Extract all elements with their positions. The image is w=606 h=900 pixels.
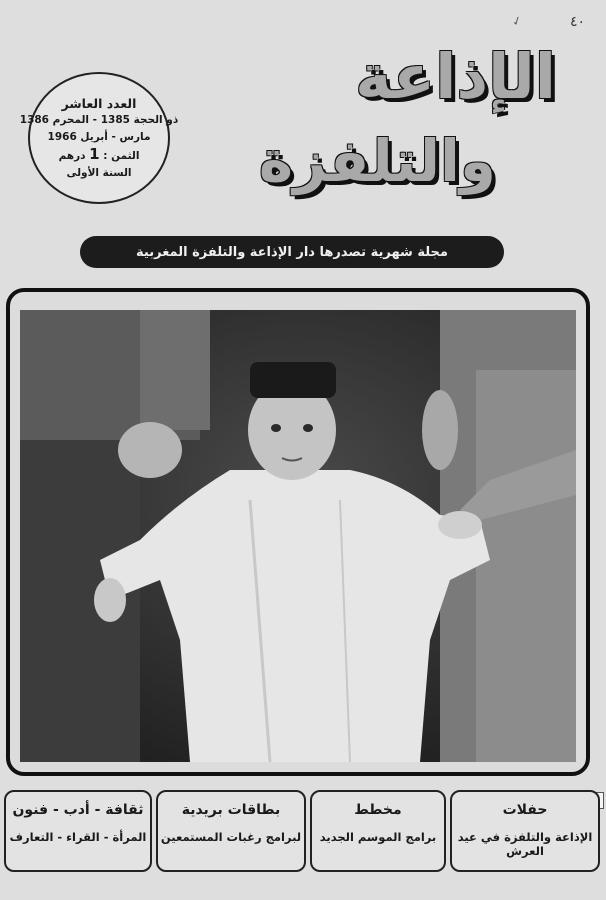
footer-heading: مخطط [354,802,402,818]
cover-photo-illustration [20,310,576,762]
magazine-title: الإذاعة [355,40,556,113]
pen-tick-mark: ✓ [509,12,525,30]
price-label: الثمن : [103,149,140,162]
volume-year: السنة الأولى [66,166,132,179]
footer-subtext: الإذاعة والتلفزة في عيد العرش [457,830,593,858]
cover-photo [20,310,576,762]
footer-heading: بطاقات بريدية [181,802,281,818]
cover-photo-frame [6,288,590,776]
footer-heading: حفلات [502,802,548,818]
tagline-text: مجلة شهرية تصدرها دار الإذاعة والتلفزة المغربية [136,244,448,260]
magazine-subtitle: والتلفزة [258,127,496,195]
tagline-banner [80,236,504,268]
issue-number: العدد العاشر [61,95,137,111]
footer-section-culture [4,790,152,872]
footer-section-schedule [310,790,446,872]
gregorian-date: مارس - أبريل 1966 [47,130,151,143]
footer-subtext: برامج الموسم الجديد [319,830,437,844]
footer-subtext: المرأة - القراء - التعارف [9,830,147,844]
price-value: 1 [89,144,100,163]
issue-info-badge [19,72,179,204]
price-currency: درهم [58,149,86,162]
footer-subtext: لبرامج رغبات المستمعين [160,830,302,844]
price-line [59,146,140,165]
footer-heading: ثقافة - أدب - فنون [12,802,144,818]
corner-page-mark: ٤٠ [570,14,586,30]
footer-section-postcards [156,790,306,872]
hijri-date: ذو الحجة 1385 - المحرم 1386 [19,113,179,126]
footer-section-celebrations [450,790,600,872]
